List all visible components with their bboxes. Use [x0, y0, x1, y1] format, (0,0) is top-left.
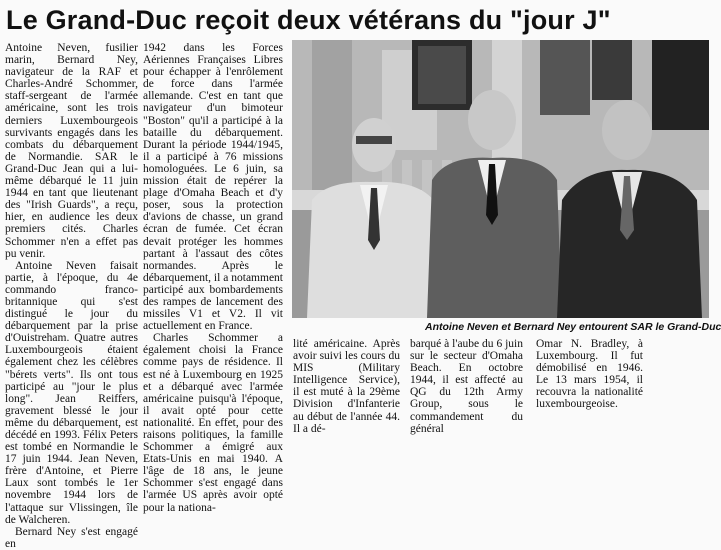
article-column-1 — [5, 42, 138, 550]
paragraph: Omar N. Bradley, à Luxembourg. Il fut démobilisé en 1946. Le 13 mars 1954, il recouvra la nationalité luxembourgeoise. — [536, 338, 643, 411]
article-column-3 — [293, 338, 400, 435]
photo-illustration — [292, 40, 709, 318]
article-column-5 — [536, 338, 643, 411]
paragraph: lité américaine. Après avoir suivi les cours du MIS (Military Intelligence Service), il est muté à la 29ème Division d'Infanterie au début de l'année 44. Il a dé- — [293, 338, 400, 435]
article-column-2 — [143, 42, 283, 514]
article-headline: Le Grand-Duc reçoit deux vétérans du "jour J" — [6, 5, 611, 35]
paragraph: Antoine Neven faisait partie, à l'époque, du 4e commando franco-britannique qui s'est distingué le jour du débarquement par la prise d'Ouistreham. Quatre autres Luxembourgeois étaient également chez les célèbres "bérets verts". Ils ont tous participé au "jour le plus long". Jean Reiffers, gravement blessé le jour même du débarquement, est décédé en 1993. Félix Peters est tombé en Normandie le 17 juin 1944. Jean Neven, frère d'Antoine, et Pierre Laux sont tombés le 1er novembre 1944 lors de l'attaque sur Vlissingen, île de Walcheren. — [5, 259, 138, 526]
paragraph: 1942 dans les Forces Aériennes Françaises Libres pour échapper à l'enrôlement de force dans l'armée allemande. C'est en tant que navigateur d'un bimoteur "Boston" qu'il a participé à la bataille du débarquement. Durant la période 1944/1945, il a participé à 76 missions homologuées. Le 6 juin, sa mission était de repérer la plage d'Omaha Beach et d'y poser, sous la protection d'avions de chasse, un grand écran de fumée. Cet écran devait protéger les hommes partant à l'assaut des côtes normandes. Après le débarquement, il a notamment participé aux bombardements des rampes de lancement des missiles V1 et V2. Il vit actuellement en France. — [143, 42, 283, 333]
article-column-4 — [410, 338, 523, 435]
paragraph: barqué à l'aube du 6 juin sur le secteur d'Omaha Beach. En octobre 1944, il est affecté au QG du 12th Army Group, sous le commandement du général — [410, 338, 523, 435]
paragraph: Antoine Neven, fusilier marin, Bernard Ney, navigateur de la RAF et Charles-André Schommer, staff-sergeant de l'armée américaine, sont les trois derniers Luxembourgeois survivants engagés dans les combats du débarquement de Normandie. SAR le Grand-Duc Jean qui a lui-même débarqué le 11 juin 1944 en tant que lieutenant des "Irish Guards", a reçu, hier, en audience les deux premiers cités. Charles Schommer n'en a effet pas pu venir. — [5, 42, 138, 260]
press-photo — [292, 40, 709, 318]
paragraph: Charles Schommer a également choisi la France comme pays de résidence. Il est né à Luxembourg en 1925 et a débarqué avec l'armée américaine puisqu'à l'époque, il avait opté pour cette nationalité. En effet, pour des raisons politiques, la famille Schommer a émigré aux Etats-Unis en mai 1940. A l'âge de 18 ans, le jeune Schommer s'est engagé dans l'armée US après avoir opté pour la nationa- — [143, 332, 283, 514]
paragraph: Bernard Ney s'est engagé en — [5, 525, 138, 550]
photo-caption: Antoine Neven et Bernard Ney entourent SAR le Grand-Duc — [425, 321, 721, 333]
